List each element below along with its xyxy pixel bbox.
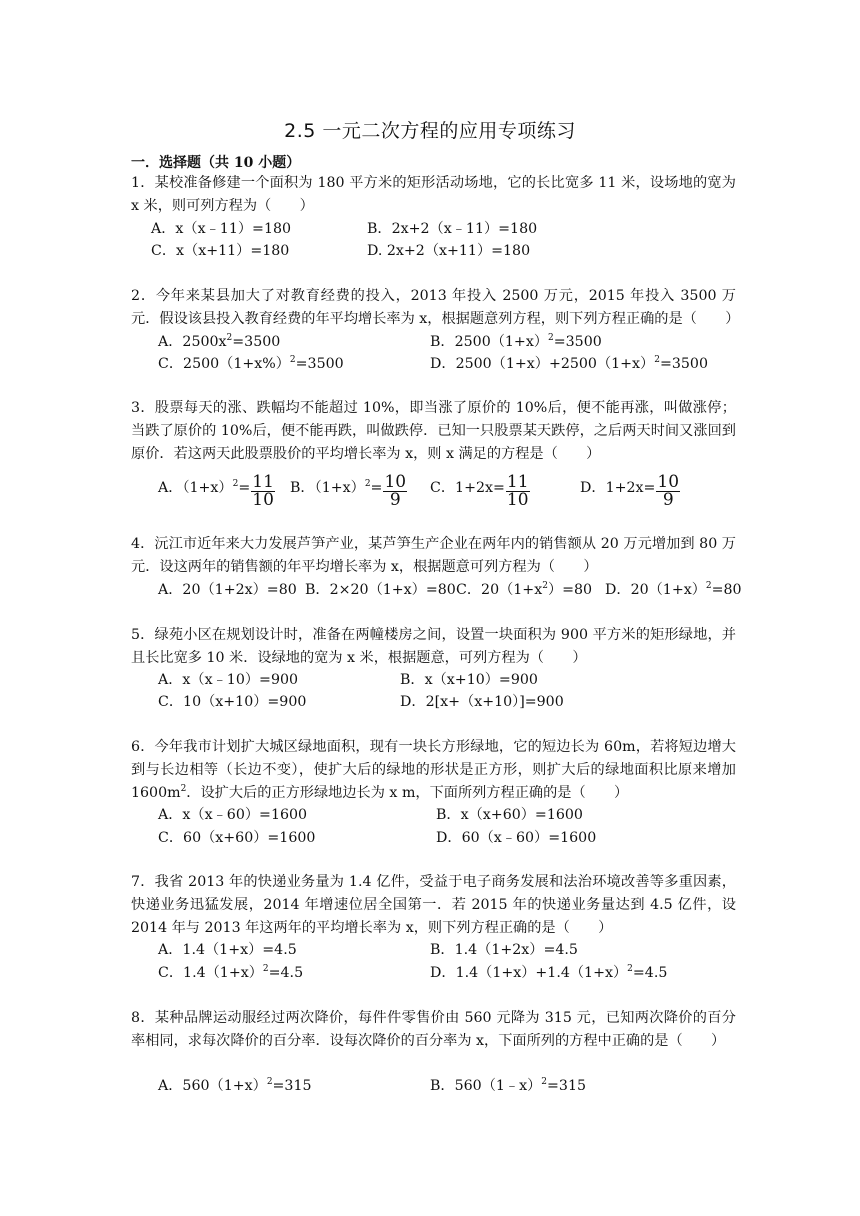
exponent: 2 (262, 964, 269, 974)
question-2-option-d (430, 353, 708, 376)
question-7-stem: 7．我省 2013 年的快递业务量为 1.4 亿件，受益于电子商务发展和法治环境改善等多重因素，快递业务迅猛发展，2014 年增速位居全国第一．若 2015 年的快递业务量达到 4.5 亿件，设 2014 年与 2013 年这两年的平均增长率为 x，则下列方程正确的是（ ） (131, 874, 736, 936)
question-8-option-b (430, 1075, 586, 1098)
stem-text: ．设扩大后的正方形绿地边长为 x m，下面所列方程正确的是（ ） (186, 785, 629, 801)
exponent: 2 (266, 1077, 273, 1087)
fraction (656, 474, 680, 509)
option-text: =315 (272, 1078, 312, 1094)
fraction (251, 474, 275, 509)
page-title: 2.5 一元二次方程的应用专项练习 (284, 120, 576, 142)
question-1-option-c: C．x（x+11）=180 (151, 243, 290, 259)
question-5-option-d: D．2[x+（x+10）]=900 (400, 694, 564, 710)
exponent: 2 (548, 333, 554, 343)
question-3-stem: 3．股票每天的涨、跌幅均不能超过 10%，即当涨了原价的 10%后，便不能再涨，叫做涨停；当跌了原价的 10%后，便不能再跌，叫做跌停．已知一只股票某天跌停，之后两天时间又涨回到原价．若这两天此股票股价的平均增长率为 x，则 x 满足的方程是（ ） (131, 400, 736, 462)
question-4-option-d (605, 579, 742, 602)
option-text: D．1+2x= (580, 480, 656, 496)
option-text: B．560（1﹣x） (430, 1078, 542, 1094)
exponent: 2 (289, 355, 296, 365)
question-6-stem (131, 736, 736, 805)
option-text: B．2500（1+x） (430, 334, 549, 350)
question-4-stem: 4．沅江市近年来大力发展芦笋产业，某芦笋生产企业在两年内的销售额从 20 万元增加到 80 万元．设这两年的销售额的年平均增长率为 x，根据题意可列方程为（ ） (131, 536, 736, 575)
option-text: C．1.4（1+x） (158, 965, 263, 981)
question-1-option-b: B．2x+2（x﹣11）=180 (367, 221, 538, 237)
exponent: 2 (542, 581, 548, 591)
option-text: =80 (711, 582, 742, 598)
question-4-option-a: A．20（1+2x）=80 (158, 582, 297, 598)
question-4-option-c (456, 579, 592, 602)
exponent: 2 (705, 581, 712, 591)
option-text: =3500 (553, 334, 602, 350)
equals-sign: = (370, 480, 383, 496)
option-text: A．560（1+x） (158, 1078, 267, 1094)
fraction-denominator: 10 (506, 490, 529, 510)
question-2-option-b (430, 331, 602, 354)
question-7-option-d (430, 962, 667, 985)
fraction (506, 474, 530, 509)
question-6-option-c: C．60（x+60）=1600 (158, 830, 316, 846)
exponent: 2 (226, 333, 233, 343)
question-2-stem: 2．今年来某县加大了对教育经费的投入，2013 年投入 2500 万元，2015 年投入 3500 万元．假设该县投入教育经费的年平均增长率为 x，根据题意列方程，则下列方程正确的是（ ） (131, 288, 740, 327)
exponent: 2 (627, 964, 633, 974)
question-8-stem: 8．某种品牌运动服经过两次降价，每件件零售价由 560 元降为 315 元，已知两次降价的百分率相同，求每次降价的百分率．设每次降价的百分率为 x，下面所列的方程中正确的是（ ） (131, 1010, 736, 1049)
option-text: =315 (547, 1078, 586, 1094)
exponent: 2 (364, 479, 371, 489)
fraction-denominator: 10 (252, 490, 274, 510)
question-6-option-d: D．60（x﹣60）=1600 (436, 830, 597, 846)
question-3-option-a (158, 474, 275, 509)
question-7-option-b: B．1.4（1+2x）=4.5 (430, 942, 578, 958)
question-6-option-b: B．x（x+60）=1600 (436, 807, 583, 823)
option-text: =3500 (232, 334, 281, 350)
question-4-option-b: B．2×20（1+x）=80 (305, 582, 456, 598)
option-text: =3500 (659, 356, 708, 372)
exponent: 2 (180, 784, 187, 794)
question-8-option-a (158, 1075, 312, 1098)
stem-text: 6．今年我市计划扩大城区绿地面积，现有一块长方形绿地，它的短边长为 60m，若将短边增大到与长边相等（长边不变），使扩大后的绿地的形状是正方形，则扩大后的绿地面积比原来增加 1600m (131, 739, 736, 801)
fraction-denominator: 9 (662, 490, 674, 510)
question-3-option-b (290, 474, 407, 509)
question-5-option-c: C．10（x+10）=900 (158, 694, 307, 710)
option-text: D．20（1+x） (605, 582, 706, 598)
fraction-numerator: 11 (252, 472, 274, 492)
option-text: =4.5 (268, 965, 304, 981)
question-2-option-c (158, 353, 344, 376)
question-2-option-a (158, 331, 280, 354)
option-text: =4.5 (632, 965, 668, 981)
exponent: 2 (541, 1077, 548, 1087)
question-3-option-c (430, 474, 530, 509)
option-text: D．1.4（1+x）+1.4（1+x） (430, 965, 628, 981)
question-1-option-a: A．x（x﹣11）=180 (151, 221, 292, 237)
option-text: A．2500x (158, 334, 227, 350)
fraction-numerator: 10 (657, 472, 680, 492)
option-text: B．（1+x） (290, 480, 365, 496)
option-text: C．1+2x= (430, 480, 505, 496)
option-text: A．（1+x） (158, 480, 233, 496)
option-text: D．2500（1+x）+2500（1+x） (430, 356, 655, 372)
question-5-option-b: B．x（x+10）=900 (400, 672, 538, 688)
option-text: ）=80 (547, 582, 593, 598)
question-5-option-a: A．x（x﹣10）=900 (158, 672, 299, 688)
option-text: C．20（1+x (456, 582, 543, 598)
question-1-option-d: D. 2x+2（x+11）=180 (367, 243, 531, 259)
question-6-option-a: A．x（x﹣60）=1600 (158, 807, 308, 823)
question-7-option-c (158, 962, 303, 985)
question-7-option-a: A．1.4（1+x）=4.5 (158, 942, 297, 958)
option-text: C．2500（1+x%） (158, 356, 290, 372)
question-5-stem: 5．绿苑小区在规划设计时，准备在两幢楼房之间，设置一块面积为 900 平方米的矩形绿地，并且长比宽多 10 米．设绿地的宽为 x 米，根据题意，可列方程为（ ） (131, 627, 736, 666)
question-1-stem: 1．某校准备修建一个面积为 180 平方米的矩形活动场地，它的长比宽多 11 米，设场地的宽为 x 米，则可列方程为（ ） (131, 175, 736, 214)
section-heading: 一．选择题（共 10 小题） (131, 155, 301, 171)
fraction (383, 474, 407, 509)
exponent: 2 (232, 479, 239, 489)
option-text: =3500 (295, 356, 344, 372)
question-3-option-d (580, 474, 680, 509)
fraction-numerator: 10 (384, 472, 407, 492)
equals-sign: = (238, 480, 251, 496)
exponent: 2 (654, 355, 660, 365)
fraction-numerator: 11 (506, 472, 529, 492)
fraction-denominator: 9 (389, 490, 401, 510)
